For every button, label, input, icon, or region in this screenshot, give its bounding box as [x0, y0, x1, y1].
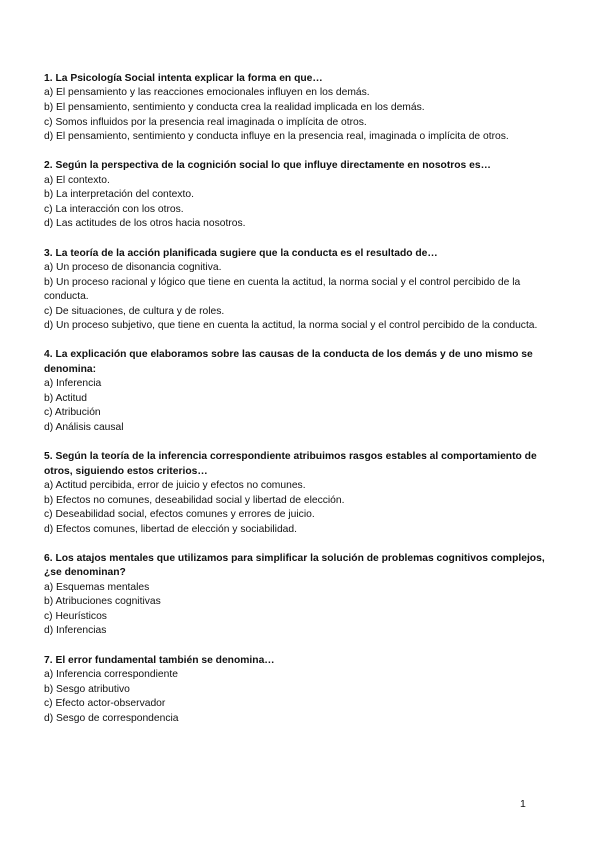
question-1	[44, 72, 564, 145]
question-4	[44, 348, 564, 435]
option-a: a) Un proceso de disonancia cognitiva.	[44, 261, 222, 273]
question-title: 7. El error fundamental también se denomina…	[44, 654, 275, 666]
option-b: b) La interpretación del contexto.	[44, 189, 194, 201]
option-a: a) El contexto.	[44, 174, 110, 186]
question-title: 5. Según la teoría de la inferencia correspondiente atribuimos rasgos estables al comportamiento de otros, siguiendo estos criterios…	[44, 451, 537, 477]
option-b: b) Atribuciones cognitivas	[44, 596, 161, 608]
option-c: c) Heurísticos	[44, 610, 107, 622]
question-title: 6. Los atajos mentales que utilizamos para simplificar la solución de problemas cognitivos complejos, ¿se denominan?	[44, 552, 545, 579]
question-title: 2. Según la perspectiva de la cognición social lo que influye directamente en nosotros es…	[44, 160, 491, 172]
option-c: c) Atribución	[44, 407, 101, 419]
option-d: d) Inferencias	[44, 625, 107, 637]
option-d: d) Sesgo de correspondencia	[44, 712, 179, 724]
option-b: b) Efectos no comunes, deseabilidad social y libertad de elección.	[44, 494, 345, 506]
option-a: a) El pensamiento y las reacciones emocionales influyen en los demás.	[44, 87, 370, 99]
question-7	[44, 654, 564, 727]
question-2	[44, 159, 564, 232]
question-5	[44, 450, 564, 537]
question-3	[44, 247, 564, 334]
page-number: 1	[520, 798, 526, 810]
option-a: a) Esquemas mentales	[44, 581, 150, 593]
document-page	[44, 72, 564, 741]
question-6	[44, 552, 564, 639]
option-d: d) El pensamiento, sentimiento y conducta influye en la presencia real, imaginada o implícita de otros.	[44, 131, 509, 143]
option-d: d) Un proceso subjetivo, que tiene en cuenta la actitud, la norma social y el control percibido de la conducta.	[44, 320, 538, 332]
option-b: b) Un proceso racional y lógico que tiene en cuenta la actitud, la norma social y el control percibido de la conducta.	[44, 276, 521, 303]
option-c: c) Efecto actor-observador	[44, 698, 166, 710]
option-d: d) Efectos comunes, libertad de elección y sociabilidad.	[44, 523, 297, 535]
question-title: 3. La teoría de la acción planificada sugiere que la conducta es el resultado de…	[44, 247, 438, 259]
option-d: d) Las actitudes de los otros hacia nosotros.	[44, 218, 246, 230]
option-a: a) Inferencia correspondiente	[44, 668, 178, 680]
option-d: d) Análisis causal	[44, 422, 124, 434]
option-a: a) Inferencia	[44, 378, 102, 390]
option-c: c) La interacción con los otros.	[44, 203, 184, 215]
option-c: c) Deseabilidad social, efectos comunes y errores de juicio.	[44, 509, 315, 521]
question-title: 4. La explicación que elaboramos sobre las causas de la conducta de los demás y de uno mismo se denomina:	[44, 349, 533, 375]
option-c: c) Somos influidos por la presencia real imaginada o implícita de otros.	[44, 116, 367, 128]
option-c: c) De situaciones, de cultura y de roles.	[44, 305, 225, 317]
option-a: a) Actitud percibida, error de juicio y efectos no comunes.	[44, 479, 306, 491]
question-title: 1. La Psicología Social intenta explicar la forma en que…	[44, 73, 323, 84]
option-b: b) Actitud	[44, 392, 87, 404]
option-b: b) Sesgo atributivo	[44, 683, 130, 695]
option-b: b) El pensamiento, sentimiento y conducta crea la realidad implicada en los demás.	[44, 102, 425, 113]
